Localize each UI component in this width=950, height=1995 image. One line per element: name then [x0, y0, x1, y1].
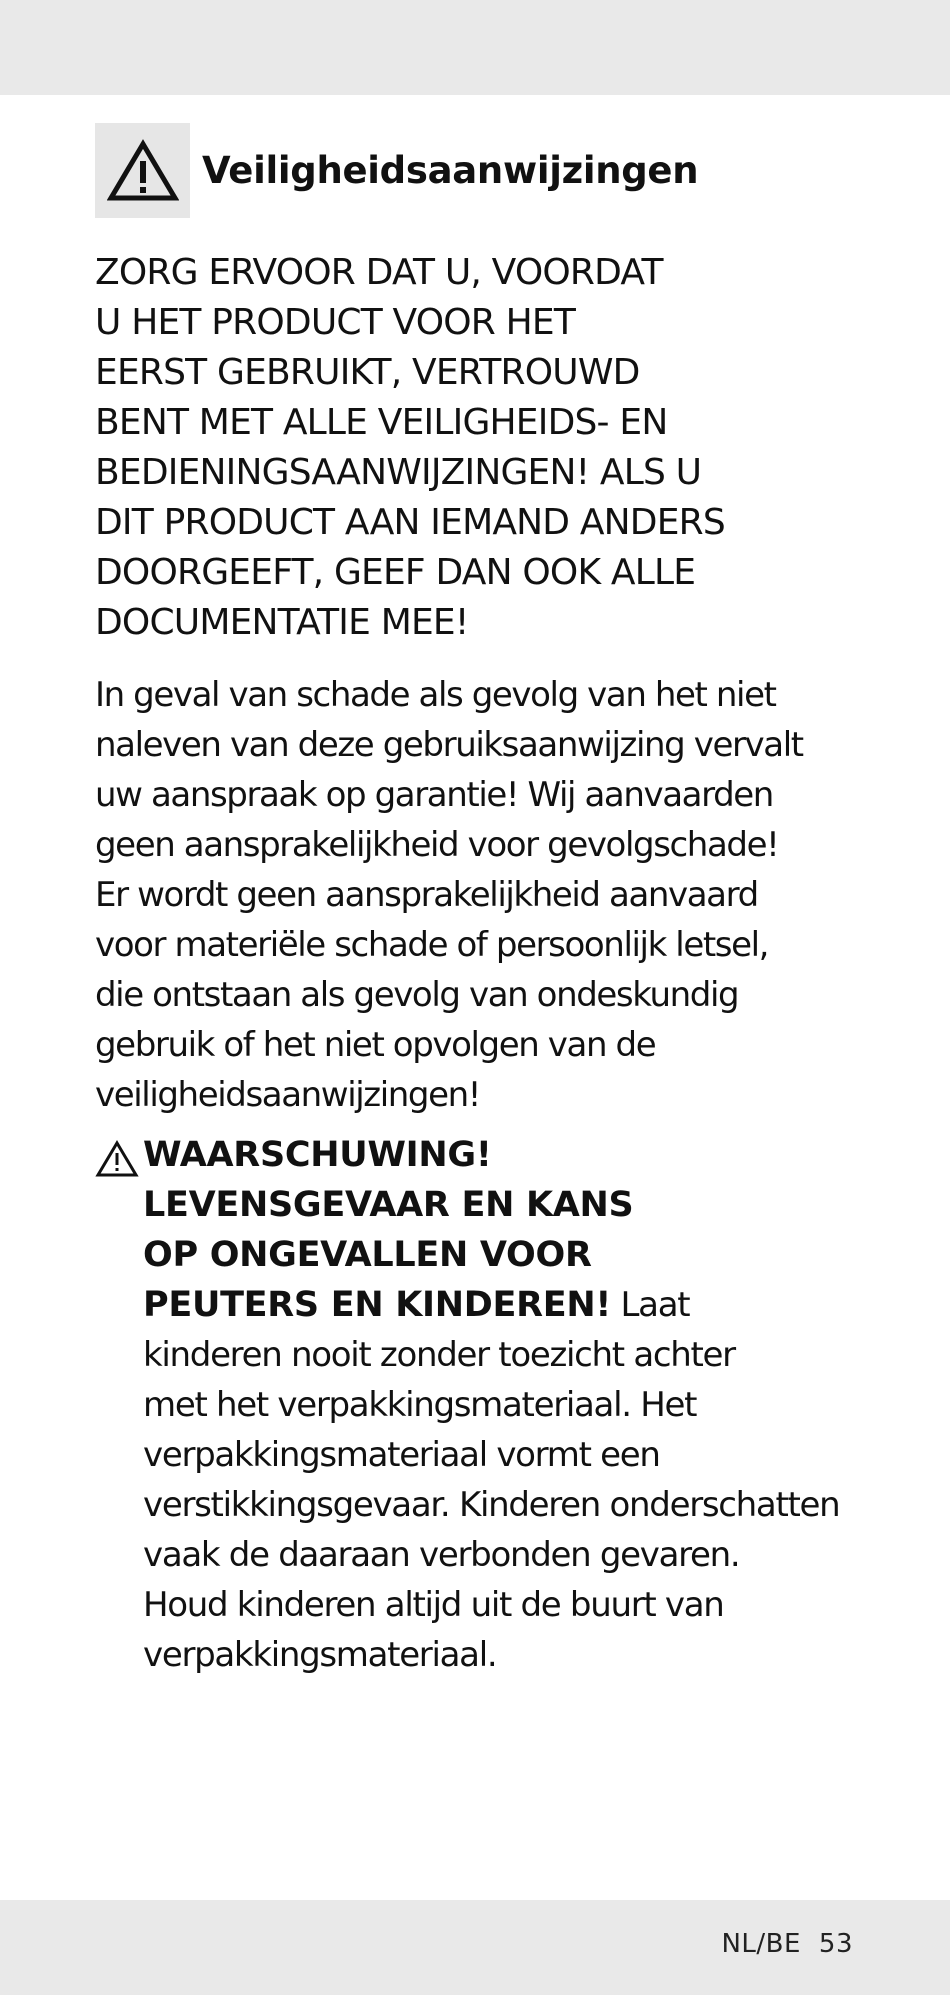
- warning-text-line: kinderen nooit zonder toezicht achter: [143, 1335, 735, 1375]
- notice-line: ZORG ERVOOR DAT U, VOORDAT: [95, 252, 663, 293]
- warning-heading-line-with-text: [143, 1280, 885, 1330]
- warning-heading-last: PEUTERS EN KINDEREN!: [143, 1285, 612, 1325]
- notice-line: EERST GEBRUIKT, VERTROUWD: [95, 352, 640, 393]
- page-footer: [721, 1929, 853, 1959]
- warning-text-line: Houd kinderen altijd uit de buurt van: [143, 1585, 724, 1625]
- warning-paragraph: [95, 1130, 885, 1680]
- liability-line: die ontstaan als gevolg van ondeskundig: [95, 975, 739, 1015]
- warning-triangle-icon: [95, 123, 190, 218]
- warning-text-line: verpakkingsmateriaal.: [143, 1635, 497, 1675]
- warning-text-line: vaak de daaraan verbonden gevaren.: [143, 1535, 740, 1575]
- warning-text-line: verpakkingsmateriaal vormt een: [143, 1435, 660, 1475]
- liability-line: naleven van deze gebruiksaanwijzing vervalt: [95, 725, 803, 765]
- liability-line: voor materiële schade of persoonlijk letsel,: [95, 925, 769, 965]
- notice-line: BENT MET ALLE VEILIGHEIDS- EN: [95, 402, 668, 443]
- liability-line: In geval van schade als gevolg van het niet: [95, 675, 776, 715]
- section-heading: [95, 123, 698, 218]
- notice-line: DOORGEEFT, GEEF DAN OOK ALLE: [95, 552, 696, 593]
- notice-line: BEDIENINGSAANWIJZINGEN! ALS U: [95, 452, 702, 493]
- footer-language: NL/BE: [721, 1929, 801, 1959]
- notice-line: U HET PRODUCT VOOR HET: [95, 302, 576, 343]
- notice-line: DIT PRODUCT AAN IEMAND ANDERS: [95, 502, 725, 543]
- liability-line: uw aanspraak op garantie! Wij aanvaarden: [95, 775, 773, 815]
- liability-paragraph: [95, 670, 875, 1120]
- warning-inline-text: Laat: [620, 1285, 690, 1325]
- section-title: Veiligheidsaanwijzingen: [202, 149, 699, 192]
- warning-text-line: met het verpakkingsmateriaal. Het: [143, 1385, 697, 1425]
- warning-triangle-icon: [95, 1140, 139, 1178]
- liability-line: Er wordt geen aansprakelijkheid aanvaard: [95, 875, 758, 915]
- top-margin-band: [0, 0, 950, 95]
- liability-line: veiligheidsaanwijzingen!: [95, 1075, 481, 1115]
- liability-line: gebruik of het niet opvolgen van de: [95, 1025, 656, 1065]
- warning-heading-line: LEVENSGEVAAR EN KANS: [143, 1185, 634, 1225]
- liability-line: geen aansprakelijkheid voor gevolgschade!: [95, 825, 779, 865]
- page-number: 53: [818, 1929, 853, 1959]
- warning-heading-line: OP ONGEVALLEN VOOR: [143, 1235, 592, 1275]
- warning-text-line: verstikkingsgevaar. Kinderen onderschatten: [143, 1485, 840, 1525]
- warning-heading-line: WAARSCHUWING!: [143, 1135, 492, 1175]
- safety-notice-paragraph: [95, 248, 875, 648]
- notice-line: DOCUMENTATIE MEE!: [95, 602, 469, 643]
